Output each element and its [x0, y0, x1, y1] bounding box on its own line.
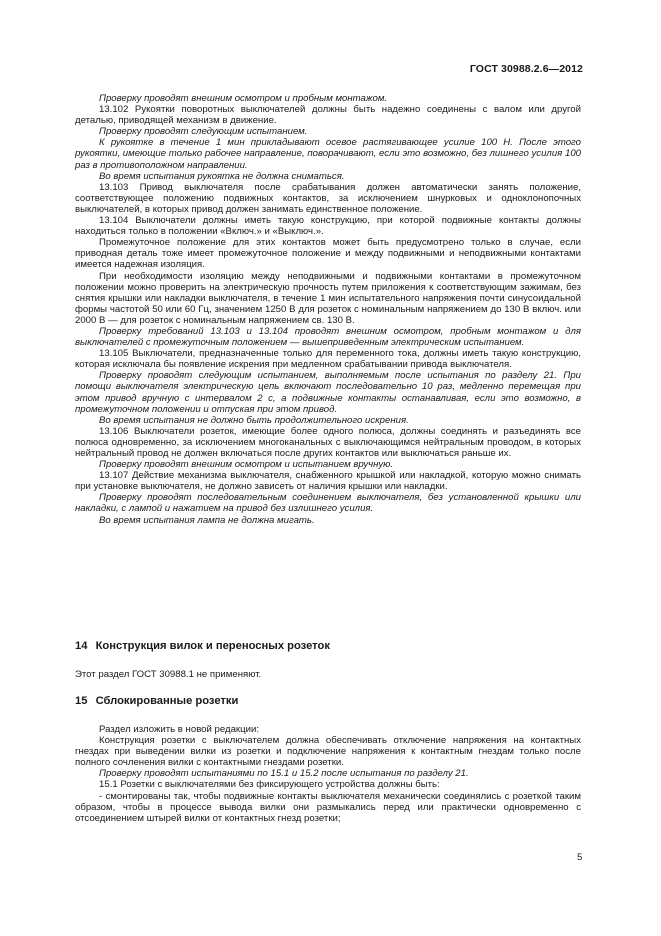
paragraph: Конструкция розетки с выключателем должна обеспечивать отключение напряжения на контактных гнездах при выведении вилки из розетки и подключение напряжения к контактным гнездам только после полного сочленения вилки с контактными гнездами розетки. [75, 735, 581, 769]
paragraph: Проверку проводят следующим испытанием. [99, 126, 308, 138]
paragraph: 13.107 Действие механизма выключателя, снабженного крышкой или накладкой, которую можно снимать при установке выключателя, не должно зависеть от наличия крышки или накладки. [75, 470, 581, 493]
section-15-number: 15 [75, 695, 88, 707]
paragraph: - смонтированы так, чтобы подвижные контакты выключателя механически соединялись с розеткой таким образом, чтобы в процессе вывода вилки они размыкались перед или практически одновременно с отсоединением штырей вилки от контактных гнезд розетки; [75, 790, 581, 824]
paragraph: 13.102 Рукоятки поворотных выключателей должны быть надежно соединены с валом или другой деталью, приводящей механизм в движение. [75, 104, 581, 127]
paragraph: Проверку требований 13.103 и 13.104 проводят внешним осмотром, пробным монтажом и для выключателей с промежуточным положением — вышеприведенным электрическим испытанием. [75, 325, 581, 349]
paragraph: Проверку проводят внешним осмотром и испытанием вручную. [99, 459, 394, 471]
paragraph: 15.1 Розетки с выключателями без фиксирующего устройства должны быть: [99, 779, 440, 791]
paragraph: Проверку проводят внешним осмотром и пробным монтажом. [99, 93, 388, 104]
paragraph: 13.103 Привод выключателя после срабатывания должен автоматически занять положение, соответствующее положению подвижных контактов, за исключением шнурковых и одноклонопочных выключателей, в которых привод должен занимать единственное положение. [75, 181, 581, 215]
paragraph: Проверку проводят следующим испытанием, выполняемым после испытания по разделу 21. При помощи выключателя электрическую цепь включают последовательно 10 раз, медленно перемещая при этом привод вручную с интервалом 2 с, а подвижные контакты останавливая, если это возможно, в промежуточном положении и отпуская при этом привод. [75, 370, 581, 415]
section-15-body [75, 724, 581, 824]
paragraph: Во время испытания рукоятка не должна сниматься. [99, 170, 345, 182]
section-14-title: Конструкция вилок и переносных розеток [95, 640, 330, 652]
paragraph: При необходимости изоляцию между неподвижными и подвижными контактами в промежуточном положении можно проверить на электрическую прочность путем приложения к соответствующим зажимам, без снятия крышки или накладки выключателя, в течение 1 мин испытательного напряжения почти синусоидальной формы частотой 50 или 60 Гц, значением 1250 В для розеток с номинальным напряжением до 130 В включ. или 2000 В — для розеток с номинальным напряжением св. 130 В. [75, 270, 581, 326]
document-header: ГОСТ 30988.2.6—2012 [469, 63, 583, 75]
clauses-13-block [75, 93, 581, 526]
paragraph: К рукоятке в течение 1 мин прикладывают осевое растягивающее усилие 100 Н. После этого рукоятки, имеющие только рабочее направление, поворачивают, если это возможно, без лишнего усилия 100 раз в противоположном направлении. [75, 137, 581, 171]
section-15-heading [75, 695, 243, 707]
page-number: 5 [577, 852, 583, 863]
section-15-title: Сблокированные розетки [95, 695, 239, 707]
paragraph: 13.104 Выключатели должны иметь такую конструкцию, при которой подвижные контакты должны находиться только в положении «Включ.» и «Выключ.». [75, 215, 581, 238]
paragraph: Проверку проводят испытаниями по 15.1 и 15.2 после испытания по разделу 21. [99, 768, 469, 780]
paragraph: Раздел изложить в новой редакции: [99, 724, 260, 735]
paragraph: Во время испытания лампа не должна мигать. [99, 514, 315, 526]
paragraph: Во время испытания не должно быть продолжительного искрения. [99, 414, 409, 426]
section-14-heading [75, 640, 335, 652]
section-14-text: Этот раздел ГОСТ 30988.1 не применяют. [75, 669, 262, 680]
paragraph: Промежуточное положение для этих контактов может быть предусмотрено только в случае, если приводная деталь тоже имеет промежуточное положение и между подвижными и неподвижными контактами имеется надежная изоляция. [75, 237, 581, 271]
paragraph: 13.105 Выключатели, предназначенные только для переменного тока, должны иметь такую конструкцию, которая исключала бы появление искрения при медленном срабатывании привода выключателя. [75, 348, 581, 371]
section-14-number: 14 [75, 640, 88, 652]
paragraph: 13.106 Выключатели розеток, имеющие более одного полюса, должны соединять и разъединять все полюса одновременно, за исключением многоканальных с выключающимся нейтральным проводом, в которых нейтральный провод не должен включаться после других контактов или выключаться раньше их. [75, 425, 581, 459]
paragraph: Проверку проводят последовательным соединением выключателя, без установленной крышки или накладки, с лампой и нажатием на привод без излишнего усилия. [75, 492, 581, 515]
section-14-body [75, 669, 581, 680]
